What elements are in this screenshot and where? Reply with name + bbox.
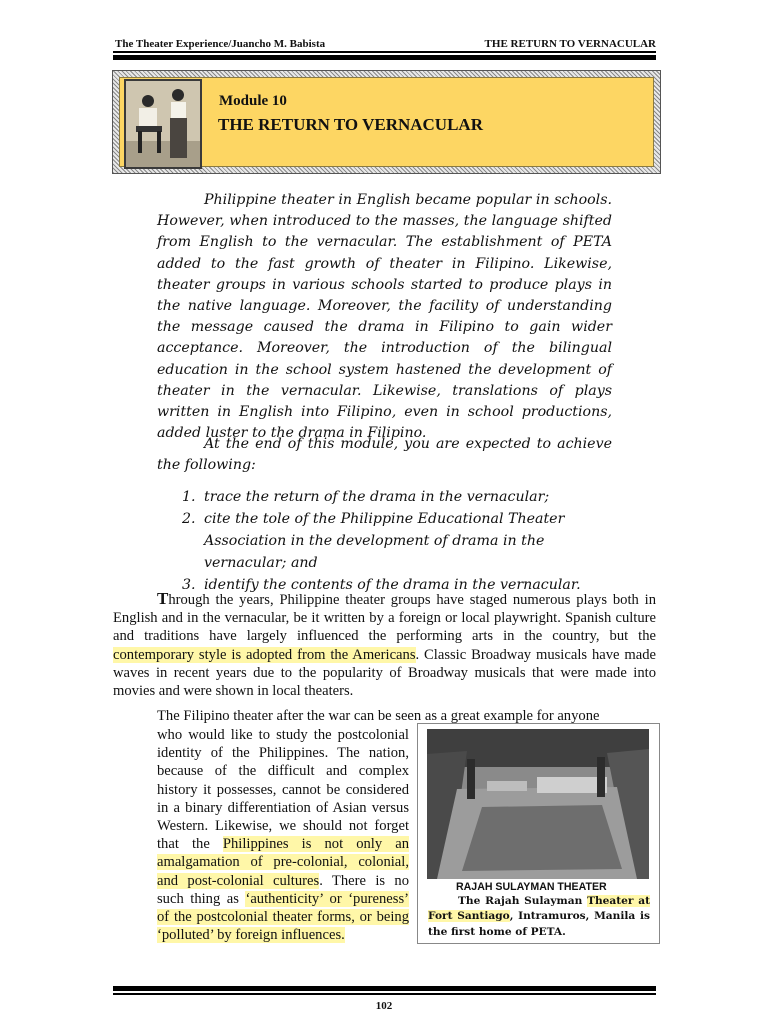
objective-item [166, 508, 616, 574]
footer-rule-thin [113, 993, 656, 995]
paragraph-segment: . Classic Broadway musicals have made waves in recent years due to the popularity of Broadway musicals that were made into movies and were shown in local theaters. [113, 646, 656, 700]
theater-photo-image [427, 729, 649, 879]
body-paragraph-1 [113, 590, 656, 700]
figure-box [417, 723, 660, 944]
highlight: ‘authenticity’ or ‘pureness’ of the postcolonial theater forms, or being ‘polluted’ by foreign influences. [157, 890, 409, 944]
footer-rule-thick [113, 986, 656, 991]
objectives-list [166, 486, 616, 596]
module-number: Module 10 [219, 93, 287, 109]
highlight: Theater at Fort Santiago [428, 895, 650, 923]
header-rule-thick [113, 55, 656, 60]
module-banner-panel [119, 77, 654, 167]
highlight: contemporary style is adopted from the Americans [113, 646, 416, 663]
objective-text: trace the return of the drama in the vernacular; [204, 489, 550, 505]
module-photo [124, 79, 202, 169]
objective-text: cite the tole of the Philippine Educational Theater Association in the development of drama in the vernacular; and [204, 511, 565, 571]
body-paragraph-2-column [157, 726, 409, 944]
objective-number: 1. [182, 489, 196, 505]
caption-segment: , Intramuros, Manila is the first home of PETA. [428, 910, 650, 938]
figure-caption-title: RAJAH SULAYMAN THEATER [456, 881, 607, 893]
figure-caption [428, 894, 650, 940]
caption-segment: The Rajah Sulayman [458, 895, 588, 907]
paragraph-segment: hrough the years, Philippine theater groups have staged numerous plays both in English and in the vernacular, be it written by a foreign or local playwright. Spanish culture and traditions have largely influenced the performing arts in the country, but the [113, 592, 656, 645]
module-banner [112, 70, 661, 174]
objective-number: 2. [182, 511, 196, 527]
objective-number: 3. [182, 577, 196, 593]
intro-text: Philippine theater in English became popular in schools. However, when introduced to the masses, the language shifted from English to the vernacular. The establishment of PETA added to the fast growth of theater in Filipino. Likewise, theater groups in various schools started to produce plays in the native language. Moreover, the facility of understanding the message caused the drama in Filipino to gain wider acceptance. Moreover, the introduction of the bilingual education in the school system hastened the development of theater in the vernacular. Likewise, translations of plays written in English into Filipino, even in school productions, added luster to the drama in Filipino. [157, 192, 612, 442]
paragraph-segment: who would like to study the postcolonial identity of the Philippines. The nation, because of the difficult and complex history it possesses, cannot be considered in a binary differentiation of Asian versus Western. Likewise, we should not forget that the [157, 727, 409, 853]
objective-item [166, 486, 616, 508]
paragraph-lead-text: The Filipino theater after the war can be seen as a great example for anyone [157, 708, 600, 724]
header-right: THE RETURN TO VERNACULAR [484, 38, 656, 50]
module-title: THE RETURN TO VERNACULAR [218, 115, 483, 134]
paragraph-text [113, 590, 656, 700]
paragraph-segment: . There is no such thing as [157, 872, 409, 907]
intro-paragraph [157, 190, 612, 444]
header-rule-thin [113, 51, 656, 53]
drop-cap: T [157, 589, 169, 608]
header-left: The Theater Experience/Juancho M. Babista [115, 38, 326, 50]
paragraph-text [157, 726, 409, 944]
objectives-intro-text: At the end of this module, you are expected to achieve the following: [157, 436, 612, 474]
objective-text: identify the contents of the drama in the vernacular. [204, 577, 581, 593]
theater-photo [427, 729, 649, 879]
page-number: 102 [375, 1000, 393, 1012]
highlight: Philippines is not only an amalgamation of pre-colonial, colonial, and post-colonial cultures [157, 836, 410, 889]
running-header [113, 38, 656, 52]
objectives-intro [157, 434, 612, 476]
module-photo-image [126, 81, 200, 167]
